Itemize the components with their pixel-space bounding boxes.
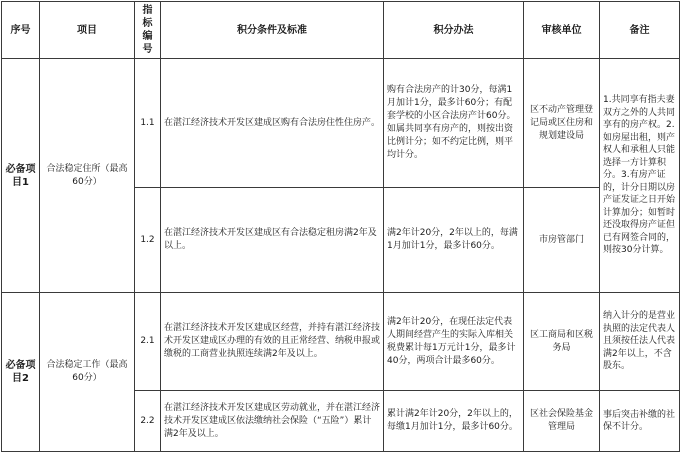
- header-seq: 序号: [2, 2, 40, 59]
- row-method: 累计满2年计20分，2年以上的，每缴1月加计1分，最多计60分。: [384, 391, 524, 452]
- row-code: 2.2: [135, 391, 161, 452]
- row-unit: 区不动产管理登记局或区住房和规划建设局: [524, 59, 600, 188]
- row-code: 2.1: [135, 293, 161, 391]
- row-remark: 事后突击补缴的社保不计分。: [600, 391, 680, 452]
- row-code: 1.1: [135, 59, 161, 188]
- group-remark: 1.共同享有指夫妻双方之外的人共同享有的房产权。2.如房屋出租，则产权人和承租人只能选择一方计算积分。3.有房产证的，计分日期以房产证发证之日开始计算加分；如暂时还没取得房产证但已有网签合同的，则按30分计算。: [600, 59, 680, 293]
- row-condition: 在湛江经济技术开发区建成区经营，并持有湛江经济技术开发区建成区办理的有效的且正常经营、纳税申报或缴税的工商营业执照连续满2年及以上。: [161, 293, 384, 391]
- group-item: 合法稳定工作（最高60分）: [40, 293, 135, 452]
- row-condition: 在湛江经济技术开发区建成区购有合法房住性住房产。: [161, 59, 384, 188]
- row-unit: 市房管部门: [524, 188, 600, 293]
- group-seq: 必备项目1: [2, 59, 40, 293]
- row-method: 满2年计20分，在现任法定代表人期间经营产生的实际入库相关税费累计每1万元计1分，最多计40分，两项合计最多60分。: [384, 293, 524, 391]
- table-row: [2, 59, 680, 188]
- header-method: 积分办法: [384, 2, 524, 59]
- header-remark: 备注: [600, 2, 680, 59]
- points-table: [1, 1, 680, 452]
- row-method: 满2年计20分，2年以上的，每满1月加计1分，最多计60分。: [384, 188, 524, 293]
- row-unit: 区工商局和区税务局: [524, 293, 600, 391]
- row-code: 1.2: [135, 188, 161, 293]
- group-item: 合法稳定住所（最高60分）: [40, 59, 135, 293]
- header-condition: 积分条件及标准: [161, 2, 384, 59]
- row-condition: 在湛江经济技术开发区建成区有合法稳定租房满2年及以上。: [161, 188, 384, 293]
- header-code: 指标编号: [135, 2, 161, 59]
- group-seq: 必备项目2: [2, 293, 40, 452]
- header-row: [2, 2, 680, 59]
- row-condition: 在湛江经济技术开发区建成区劳动就业，并在湛江经济技术开发区建成区依法缴纳社会保险（“五险”）累计满2年及以上。: [161, 391, 384, 452]
- header-item: 项目: [40, 2, 135, 59]
- row-method: 购有合法房产的计30分，每满1月加计1分，最多计60分；有配套学校的小区合法房产计60分。如属共同享有房产的，则按出资比例计分；如不约定比例，则平均计分。: [384, 59, 524, 188]
- table-row: [2, 293, 680, 391]
- row-remark: 纳入计分的是营业执照的法定代表人且须按任法人代表满2年以上，不含股东。: [600, 293, 680, 391]
- row-unit: 区社会保险基金管理局: [524, 391, 600, 452]
- header-unit: 审核单位: [524, 2, 600, 59]
